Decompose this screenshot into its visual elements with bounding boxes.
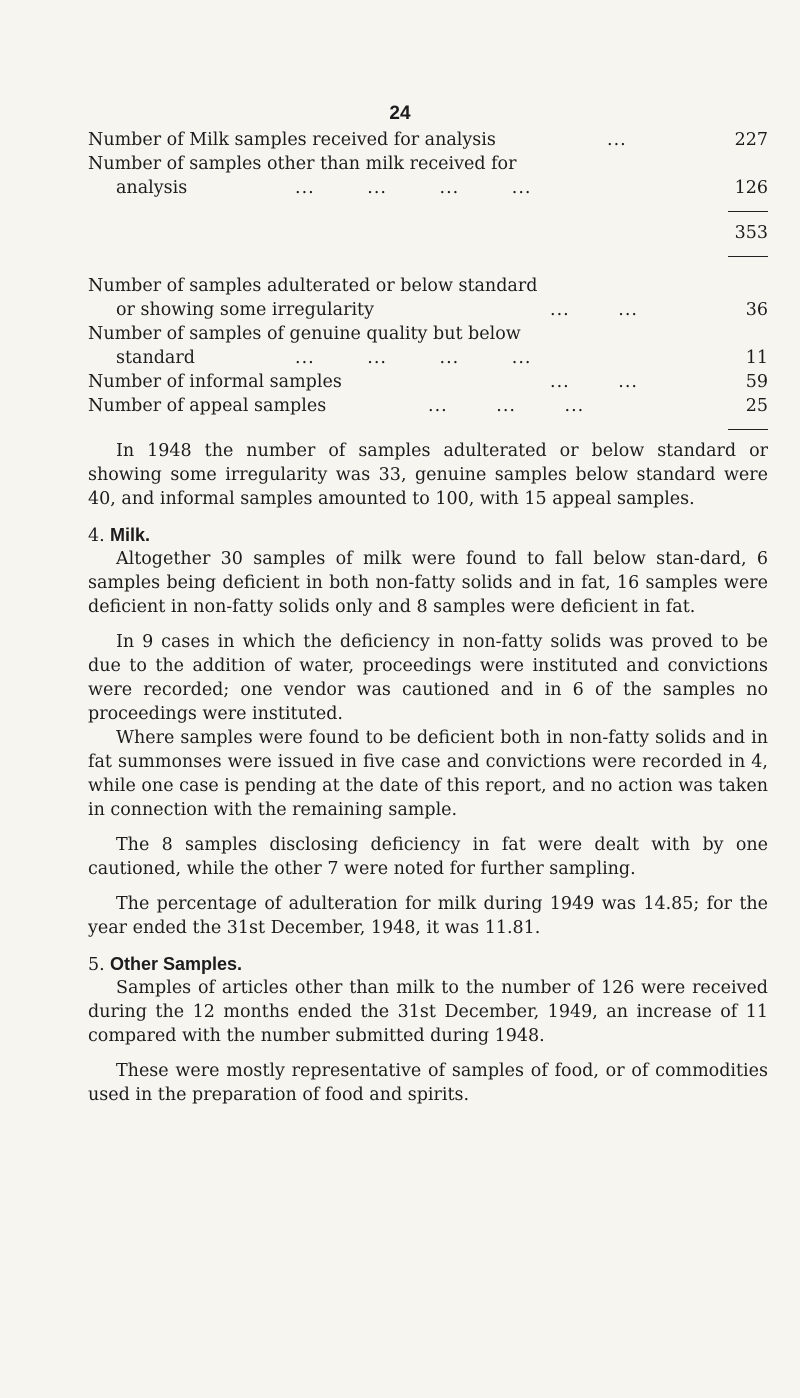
row-label: Number of Milk samples received for analysis [88,130,496,150]
milk-paragraph: Altogether 30 samples of milk were found to fall below stan-dard, 6 samples being deficient in both non-fatty solids and in fat, 16 samples were deficient in non-fatty solids only and 8 samples were deficient in fat. [88,549,768,617]
row-label: or showing some irregularity [116,300,374,320]
breakdown-row [88,394,768,418]
breakdown-row [88,298,768,322]
summary-row [88,176,768,200]
row-value: 126 [734,178,768,198]
summary-table [88,128,768,200]
row-value: 25 [745,396,768,416]
milk-paragraph: The 8 samples disclosing deficiency in fat were dealt with by one cautioned, while the other 7 were noted for further sampling. [88,835,768,879]
section-number: 5. [88,955,105,975]
summary-row [88,128,768,152]
row-value: 227 [734,130,768,150]
page-number: 24 [389,103,411,124]
milk-paragraph: Where samples were found to be deficient both in non-fatty solids and in fat summonses were issued in five case and convictions were recorded in 4, while one case is pending at the date of this report, and no action was taken in connection with the remaining sample. [88,728,768,820]
leader-dots: ... ... ... ... [295,178,532,198]
breakdown-table [88,274,768,418]
other-samples-paragraph: These were mostly representative of samples of food, or of commodities used in the preparation of food and spirits. [88,1061,768,1105]
row-label: Number of samples other than milk received for [88,154,517,174]
total-rule [88,256,768,257]
summary-total-row [88,221,768,245]
milk-section [88,523,768,940]
section-title: Milk. [110,525,151,545]
summary-row [88,152,768,176]
row-label: Number of appeal samples [88,396,327,416]
breakdown-row [88,322,768,346]
row-label: analysis [116,178,188,198]
other-samples-paragraph: Samples of articles other than milk to the number of 126 were received during the 12 months ended the 31st December, 1949, an increase of 11 compared with the number submitted during 1948. [88,978,768,1046]
summary-total: 353 [734,223,768,243]
leader-dots: ... ... ... [428,396,585,416]
row-value: 59 [745,372,768,392]
row-label: Number of informal samples [88,372,342,392]
sum-rule [88,211,768,212]
leader-dots: ... ... [550,300,638,320]
section-number: 4. [88,526,105,546]
row-label: Number of samples adulterated or below standard [88,276,538,296]
row-value: 11 [745,348,768,368]
breakdown-rule [88,429,768,430]
intro-paragraph: In 1948 the number of samples adulterated or below standard or showing some irregularity was 33, genuine samples below standard were 40, and informal samples amounted to 100, with 15 appeal samples. [88,441,768,509]
page-content [88,128,768,1107]
breakdown-row [88,274,768,298]
leader-dots: ... ... ... ... [295,348,532,368]
milk-paragraph: In 9 cases in which the deficiency in non-fatty solids was proved to be due to the addition of water, proceedings were instituted and convictions were recorded; one vendor was cautioned and in 6 of the samples no proceedings were instituted. [88,632,768,724]
row-label: Number of samples of genuine quality but below [88,324,521,344]
section-title: Other Samples. [110,954,243,974]
leader-dots: ... ... [550,372,638,392]
other-samples-heading [88,952,768,976]
milk-heading [88,523,768,547]
row-value: 36 [745,300,768,320]
breakdown-row [88,370,768,394]
leader-dots: ... [607,130,627,150]
other-samples-section [88,952,768,1107]
milk-paragraph: The percentage of adulteration for milk during 1949 was 14.85; for the year ended the 31st December, 1948, it was 11.81. [88,894,768,938]
breakdown-row [88,346,768,370]
row-label: standard [116,348,195,368]
